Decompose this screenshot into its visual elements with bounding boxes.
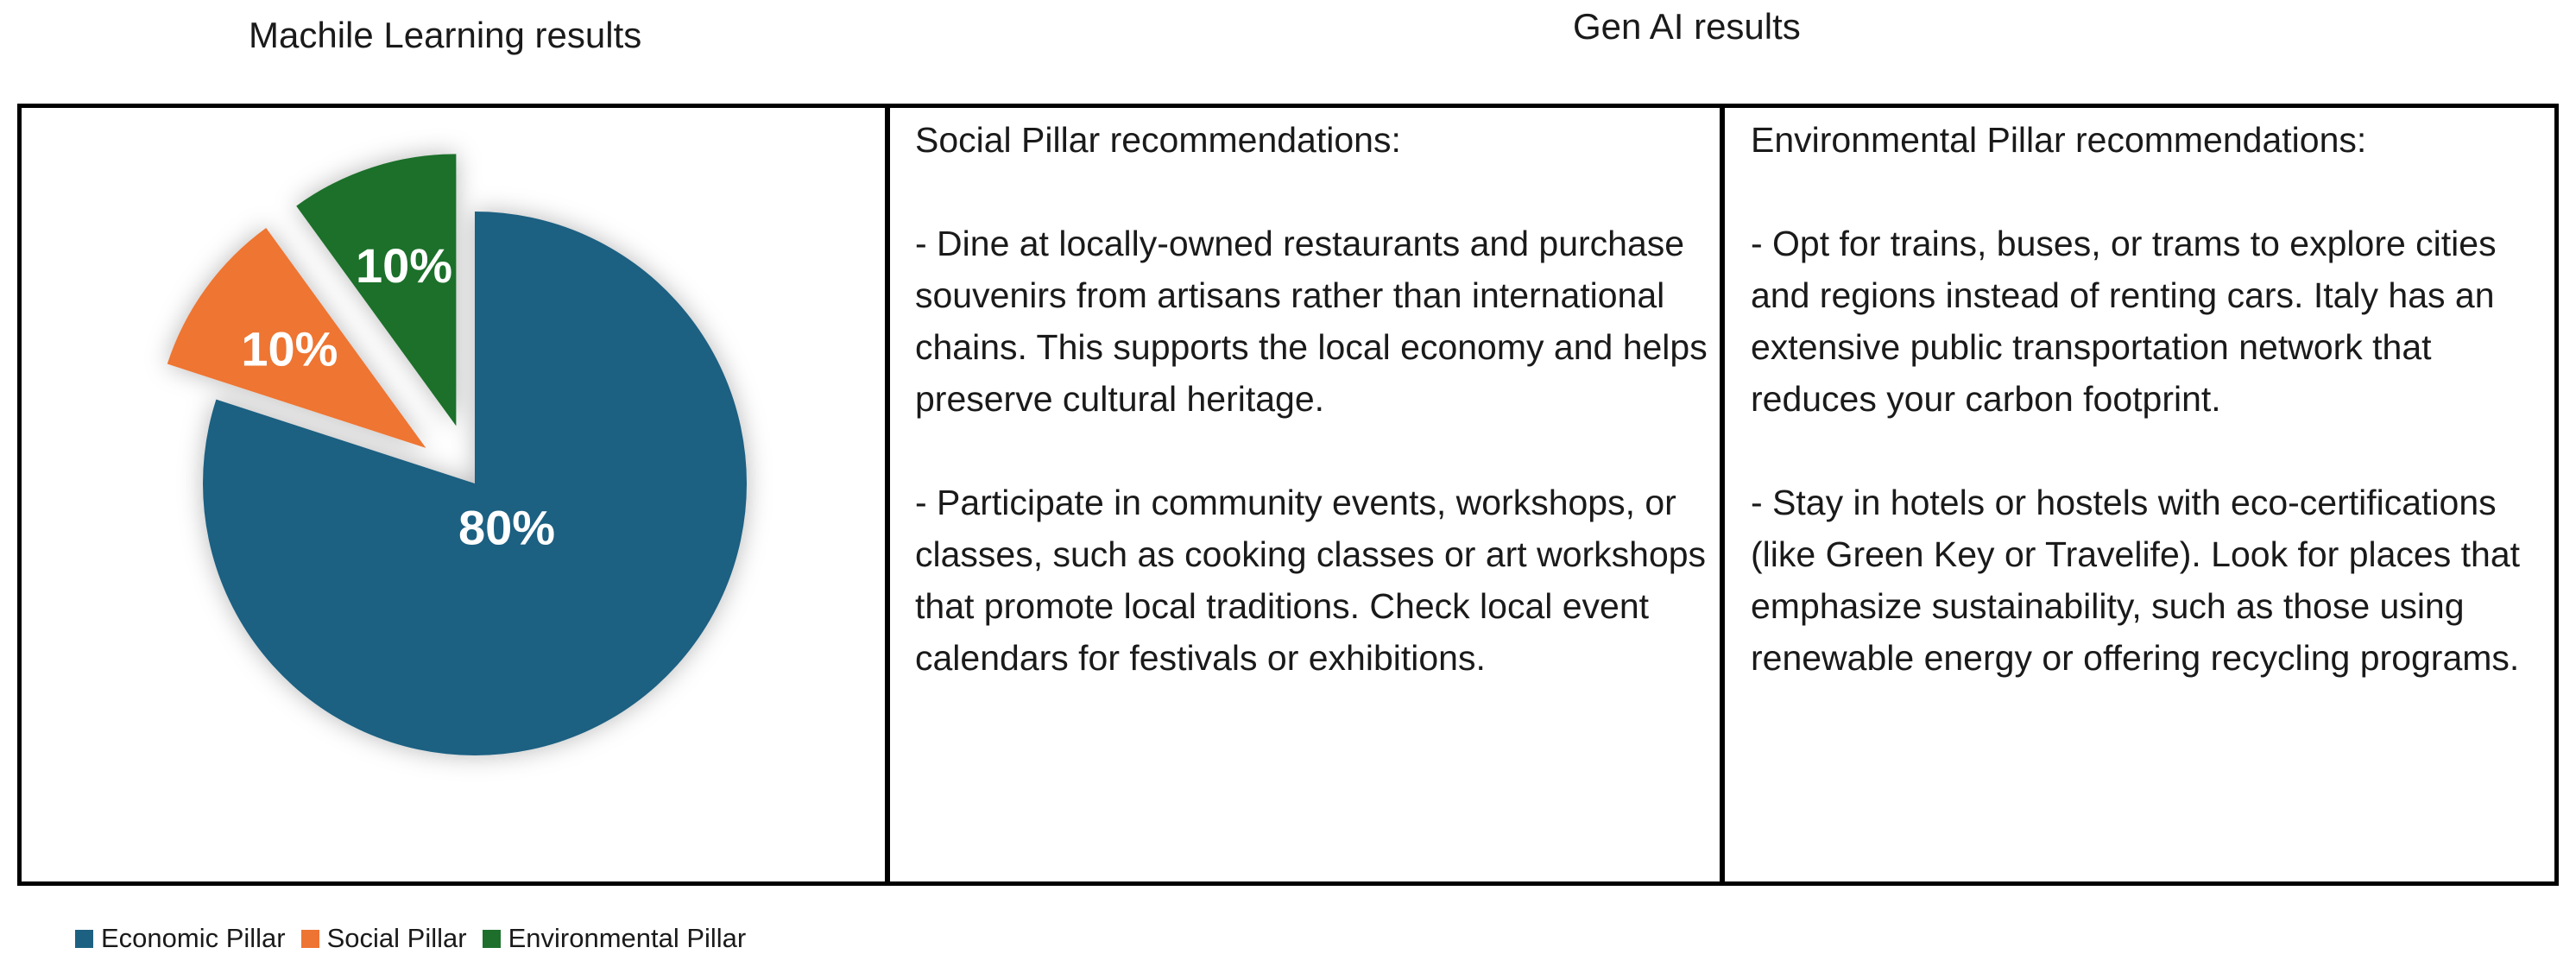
legend-label-environmental: Environmental Pillar xyxy=(508,923,747,953)
legend-swatch-economic xyxy=(75,930,93,948)
social-recommendation-2: - Participate in community events, workshops, or classes, such as cooking classes or art workshops that promote local traditions. Check local event calendars for festivals or exhibitions. xyxy=(915,483,1707,678)
social-panel-title: Social Pillar recommendations: xyxy=(915,120,1401,160)
genai-results-heading: Gen AI results xyxy=(1573,6,1801,47)
social-recommendations-panel xyxy=(915,114,1709,684)
legend-label-social: Social Pillar xyxy=(326,923,467,953)
pie-chart-panel xyxy=(22,108,885,953)
environmental-panel-title: Environmental Pillar recommendations: xyxy=(1751,120,2367,160)
legend-swatch-social xyxy=(301,930,319,948)
legend-swatch-environmental xyxy=(483,930,501,948)
data-label-economic: 80% xyxy=(458,500,556,555)
column-divider xyxy=(885,104,890,886)
ml-results-heading: Machile Learning results xyxy=(249,15,642,55)
legend-item-economic xyxy=(75,923,286,954)
legend-item-social xyxy=(301,923,467,954)
environmental-recommendation-2: - Stay in hotels or hostels with eco-certifications (like Green Key or Travelife). Look for places that emphasize sustainability, such as those using renewable energy or offering recycling programs. xyxy=(1751,483,2521,678)
chart-legend xyxy=(75,923,761,954)
legend-item-environmental xyxy=(483,923,747,954)
legend-label-economic: Economic Pillar xyxy=(101,923,286,953)
social-recommendation-1: - Dine at locally-owned restaurants and purchase souvenirs from artisans rather than international chains. This supports the local economy and helps preserve cultural heritage. xyxy=(915,224,1708,419)
column-divider xyxy=(1720,104,1725,886)
data-label-social: 10% xyxy=(241,321,338,376)
environmental-recommendation-1: - Opt for trains, buses, or trams to explore cities and regions instead of renting cars. Italy has an extensive public transportation network that reduces your carbon footprint. xyxy=(1751,224,2497,419)
environmental-recommendations-panel xyxy=(1751,114,2554,684)
data-label-environmental: 10% xyxy=(355,238,453,294)
pie-chart xyxy=(22,108,885,816)
